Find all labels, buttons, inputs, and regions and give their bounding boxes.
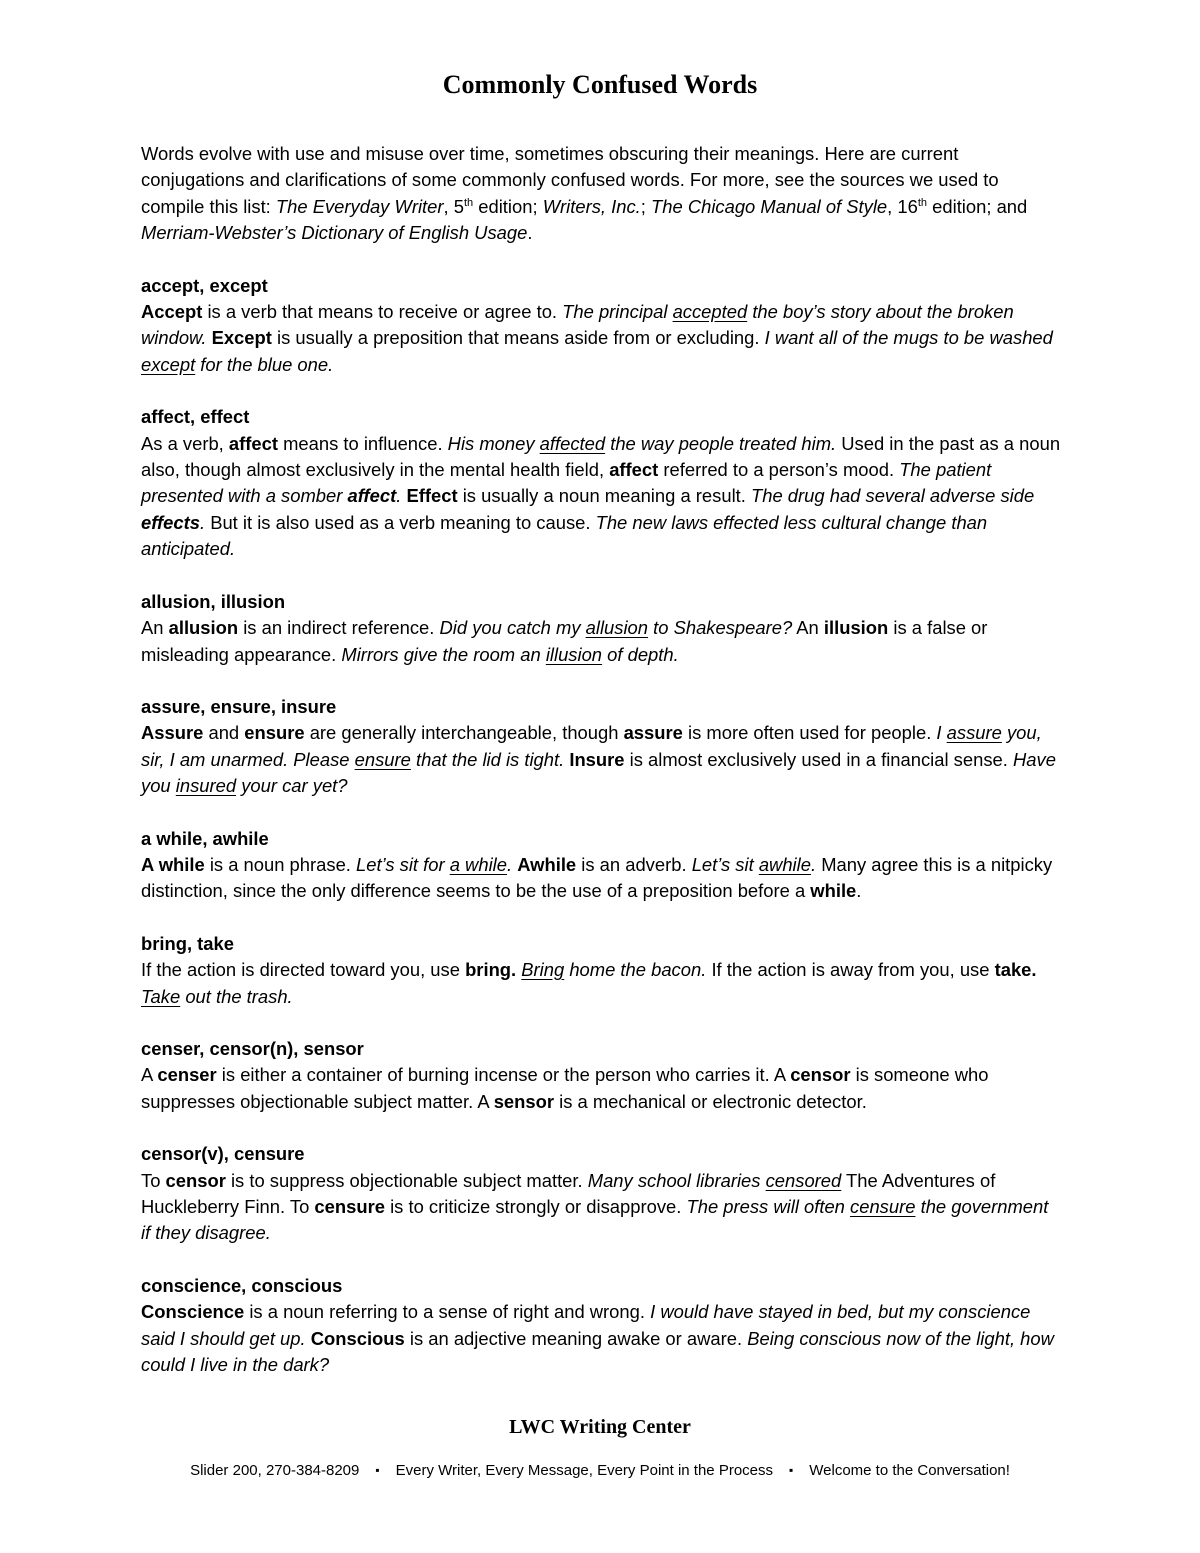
entry-affect-effect <box>141 404 1061 562</box>
intro-paragraph: Words evolve with use and misuse over time, sometimes obscuring their meanings. Here are current conjugations and clarifications of some commonly confused words. For more, see the sources we used to compile this list: The Everyday Writer, 5th edition; Writers, Inc.; The Chicago Manual of Style, 16th edition; and Merriam-Webster’s Dictionary of English Usage. <box>141 143 1028 244</box>
entry-definition: An allusion is an indirect reference. Did you catch my allusion to Shakespeare? An illusion is a false or misleading appearance. Mirrors give the room an illusion of depth. <box>141 617 988 665</box>
bullet-separator-icon: ▪ <box>789 1463 794 1477</box>
entry-heading: allusion, illusion <box>141 590 286 612</box>
entry-heading: bring, take <box>141 932 234 954</box>
footer-contact-line <box>0 1462 1200 1479</box>
entry-definition: A censer is either a container of burning incense or the person who carries it. A censor is someone who suppresses objectionable subject matter. A sensor is a mechanical or electronic detector. <box>141 1064 989 1112</box>
entry-assure-ensure-insure <box>141 694 1061 800</box>
entry-bring-take <box>141 931 1061 1010</box>
footer-slogan: Every Writer, Every Message, Every Point in the Process <box>395 1462 773 1479</box>
entry-definition: If the action is directed toward you, use bring. Bring home the bacon. If the action is away from you, use take. Take out the trash. <box>141 959 1037 1007</box>
entry-a-while-awhile <box>141 826 1061 905</box>
entry-definition: A while is a noun phrase. Let’s sit for a while. Awhile is an adverb. Let’s sit awhile. Many agree this is a nitpicky distinction, since the only difference seems to be the use of a preposition before a while. <box>141 853 1053 902</box>
entry-heading: affect, effect <box>141 406 250 428</box>
entry-allusion-illusion <box>141 589 1061 668</box>
bullet-separator-icon: ▪ <box>375 1463 380 1477</box>
entry-heading: a while, awhile <box>141 827 269 849</box>
footer-title: LWC Writing Center <box>509 1416 691 1438</box>
document-body <box>141 141 1061 1378</box>
entry-heading: assure, ensure, insure <box>141 695 337 717</box>
entry-accept-except <box>141 273 1061 379</box>
entry-conscience-conscious <box>141 1273 1061 1379</box>
entry-definition: To censor is to suppress objectionable subject matter. Many school libraries censored The Adventures of Huckleberry Finn. To censure is to criticize strongly or disapprove. The press will often censure the government if they disagree. <box>141 1169 1049 1244</box>
entry-definition: Conscience is a noun referring to a sense of right and wrong. I would have stayed in bed, but my conscience said I should get up. Conscious is an adjective meaning awake or aware. Being conscious now of the light, how could I live in the dark? <box>141 1301 1054 1376</box>
footer-location: Slider 200, 270-384-8209 <box>190 1462 360 1479</box>
entry-censer-censor-sensor <box>141 1036 1061 1115</box>
footer-welcome: Welcome to the Conversation! <box>809 1462 1010 1479</box>
entry-definition: Accept is a verb that means to receive or agree to. The principal accepted the boy’s story about the broken window. Except is usually a preposition that means aside from or excluding. I want all of the mugs to be washed except for the blue one. <box>141 301 1053 375</box>
page-title: Commonly Confused Words <box>442 70 758 99</box>
entry-censor-censure <box>141 1141 1061 1247</box>
entry-definition: As a verb, affect means to influence. His money affected the way people treated him. Used in the past as a noun also, though almost exclusively in the mental health field, affect referred to a person’s mood. The patient presented with a somber affect. Effect is usually a noun meaning a result. The drug had several adverse side effects. But it is also used as a verb meaning to cause. The new laws effected less cultural change than anticipated. <box>141 432 1061 560</box>
entry-definition: Assure and ensure are generally interchangeable, though assure is more often used for people. I assure you, sir, I am unarmed. Please ensure that the lid is tight. Insure is almost exclusively used in a financial sense. Have you insured your car yet? <box>141 722 1056 797</box>
entry-heading: censor(v), censure <box>141 1143 305 1165</box>
entry-heading: censer, censor(n), sensor <box>141 1037 364 1059</box>
entry-heading: conscience, conscious <box>141 1274 343 1296</box>
entry-heading: accept, except <box>141 274 268 296</box>
